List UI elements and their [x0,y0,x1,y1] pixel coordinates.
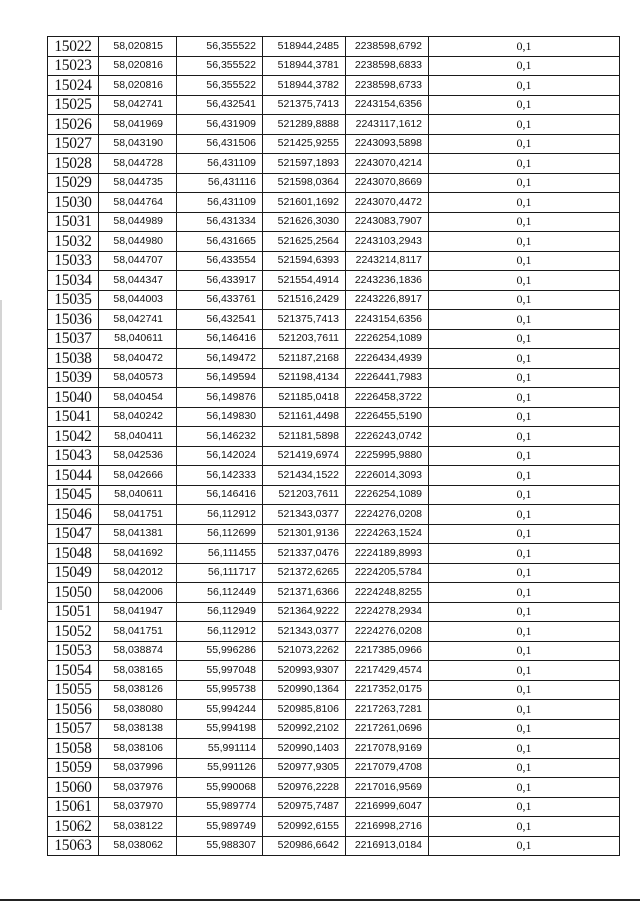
accuracy-cell: 0,1 [429,115,620,135]
point-number-cell: 15040 [48,388,99,408]
coord-x-cell: 521516,2429 [263,290,346,310]
point-number-cell: 15039 [48,368,99,388]
accuracy-cell: 0,1 [429,661,620,681]
table-row [48,427,620,447]
longitude-cell: 56,355522 [177,56,263,76]
latitude-cell: 58,042741 [99,95,177,115]
point-number-cell: 15037 [48,329,99,349]
coord-x-cell: 521203,7611 [263,485,346,505]
table-row [48,407,620,427]
accuracy-cell: 0,1 [429,446,620,466]
scan-edge-mark [0,300,2,610]
coord-x-cell: 521371,6366 [263,583,346,603]
coord-y-cell: 2217385,0966 [346,641,429,661]
coord-y-cell: 2243214,8117 [346,251,429,271]
coord-x-cell: 521597,1893 [263,154,346,174]
coord-x-cell: 520990,1364 [263,680,346,700]
point-number-cell: 15045 [48,485,99,505]
longitude-cell: 56,112949 [177,602,263,622]
table-row [48,271,620,291]
coord-y-cell: 2243154,6356 [346,95,429,115]
latitude-cell: 58,020816 [99,76,177,96]
table-row [48,544,620,564]
table-row [48,680,620,700]
coord-x-cell: 521626,3030 [263,212,346,232]
latitude-cell: 58,041751 [99,622,177,642]
point-number-cell: 15057 [48,719,99,739]
latitude-cell: 58,020816 [99,56,177,76]
accuracy-cell: 0,1 [429,602,620,622]
accuracy-cell: 0,1 [429,388,620,408]
table-row [48,232,620,252]
point-number-cell: 15033 [48,251,99,271]
coord-y-cell: 2224263,1524 [346,524,429,544]
longitude-cell: 56,149830 [177,407,263,427]
accuracy-cell: 0,1 [429,563,620,583]
table-row [48,485,620,505]
coord-x-cell: 520986,6642 [263,836,346,856]
point-number-cell: 15049 [48,563,99,583]
coord-y-cell: 2238598,6833 [346,56,429,76]
coord-x-cell: 521073,2262 [263,641,346,661]
coord-x-cell: 520976,2228 [263,778,346,798]
point-number-cell: 15061 [48,797,99,817]
accuracy-cell: 0,1 [429,232,620,252]
longitude-cell: 55,995738 [177,680,263,700]
point-number-cell: 15030 [48,193,99,213]
coord-y-cell: 2243070,8669 [346,173,429,193]
longitude-cell: 56,142333 [177,466,263,486]
coord-y-cell: 2224278,2934 [346,602,429,622]
table-row [48,349,620,369]
table-row [48,446,620,466]
latitude-cell: 58,044980 [99,232,177,252]
coord-x-cell: 521554,4914 [263,271,346,291]
latitude-cell: 58,040611 [99,329,177,349]
coord-y-cell: 2238598,6733 [346,76,429,96]
latitude-cell: 58,044764 [99,193,177,213]
longitude-cell: 56,112449 [177,583,263,603]
point-number-cell: 15036 [48,310,99,330]
coord-x-cell: 520992,6155 [263,817,346,837]
accuracy-cell: 0,1 [429,680,620,700]
longitude-cell: 56,146232 [177,427,263,447]
latitude-cell: 58,037976 [99,778,177,798]
latitude-cell: 58,041969 [99,115,177,135]
coord-y-cell: 2243154,6356 [346,310,429,330]
point-number-cell: 15053 [48,641,99,661]
coord-y-cell: 2226014,3093 [346,466,429,486]
longitude-cell: 55,996286 [177,641,263,661]
point-number-cell: 15060 [48,778,99,798]
coord-x-cell: 521161,4498 [263,407,346,427]
latitude-cell: 58,041751 [99,505,177,525]
longitude-cell: 56,112699 [177,524,263,544]
table-row [48,466,620,486]
table-row [48,251,620,271]
longitude-cell: 56,111717 [177,563,263,583]
accuracy-cell: 0,1 [429,836,620,856]
latitude-cell: 58,043190 [99,134,177,154]
point-number-cell: 15044 [48,466,99,486]
coord-x-cell: 521598,0364 [263,173,346,193]
table-row [48,739,620,759]
table-row [48,173,620,193]
coord-x-cell: 520993,9307 [263,661,346,681]
coord-y-cell: 2217261,0696 [346,719,429,739]
accuracy-cell: 0,1 [429,797,620,817]
table-row [48,154,620,174]
coord-y-cell: 2226441,7983 [346,368,429,388]
point-number-cell: 15027 [48,134,99,154]
longitude-cell: 56,433554 [177,251,263,271]
table-row [48,583,620,603]
accuracy-cell: 0,1 [429,271,620,291]
longitude-cell: 56,112912 [177,505,263,525]
point-number-cell: 15029 [48,173,99,193]
accuracy-cell: 0,1 [429,758,620,778]
latitude-cell: 58,040611 [99,485,177,505]
table-row [48,290,620,310]
point-number-cell: 15032 [48,232,99,252]
coord-y-cell: 2226254,1089 [346,329,429,349]
point-number-cell: 15050 [48,583,99,603]
point-number-cell: 15055 [48,680,99,700]
longitude-cell: 56,146416 [177,329,263,349]
point-number-cell: 15047 [48,524,99,544]
accuracy-cell: 0,1 [429,817,620,837]
longitude-cell: 56,431506 [177,134,263,154]
point-number-cell: 15041 [48,407,99,427]
coord-x-cell: 521337,0476 [263,544,346,564]
coord-y-cell: 2238598,6792 [346,37,429,57]
longitude-cell: 56,431334 [177,212,263,232]
coord-y-cell: 2243070,4214 [346,154,429,174]
table-row [48,797,620,817]
accuracy-cell: 0,1 [429,368,620,388]
latitude-cell: 58,044989 [99,212,177,232]
longitude-cell: 56,142024 [177,446,263,466]
coord-x-cell: 521343,0377 [263,622,346,642]
coord-y-cell: 2226434,4939 [346,349,429,369]
longitude-cell: 55,989749 [177,817,263,837]
point-number-cell: 15026 [48,115,99,135]
table-row [48,641,620,661]
table-row [48,310,620,330]
coord-x-cell: 521289,8888 [263,115,346,135]
latitude-cell: 58,044003 [99,290,177,310]
coord-x-cell: 521594,6393 [263,251,346,271]
coordinates-table-body [48,37,620,856]
longitude-cell: 56,355522 [177,76,263,96]
coord-x-cell: 520975,7487 [263,797,346,817]
point-number-cell: 15048 [48,544,99,564]
accuracy-cell: 0,1 [429,154,620,174]
accuracy-cell: 0,1 [429,173,620,193]
table-row [48,836,620,856]
longitude-cell: 56,355522 [177,37,263,57]
coord-x-cell: 521372,6265 [263,563,346,583]
coord-x-cell: 521419,6974 [263,446,346,466]
longitude-cell: 56,149876 [177,388,263,408]
coord-x-cell: 521181,5898 [263,427,346,447]
table-row [48,700,620,720]
longitude-cell: 56,431665 [177,232,263,252]
point-number-cell: 15022 [48,37,99,57]
table-row [48,778,620,798]
longitude-cell: 55,994198 [177,719,263,739]
accuracy-cell: 0,1 [429,329,620,349]
table-row [48,602,620,622]
point-number-cell: 15043 [48,446,99,466]
coord-y-cell: 2243103,2943 [346,232,429,252]
table-row [48,37,620,57]
point-number-cell: 15038 [48,349,99,369]
coord-x-cell: 521625,2564 [263,232,346,252]
coord-x-cell: 518944,3782 [263,76,346,96]
coord-y-cell: 2226455,5190 [346,407,429,427]
latitude-cell: 58,038165 [99,661,177,681]
latitude-cell: 58,041692 [99,544,177,564]
longitude-cell: 56,146416 [177,485,263,505]
point-number-cell: 15031 [48,212,99,232]
latitude-cell: 58,040573 [99,368,177,388]
coord-x-cell: 520977,9305 [263,758,346,778]
coord-x-cell: 520985,8106 [263,700,346,720]
longitude-cell: 55,994244 [177,700,263,720]
longitude-cell: 56,149594 [177,368,263,388]
coord-y-cell: 2224205,5784 [346,563,429,583]
accuracy-cell: 0,1 [429,193,620,213]
table-row [48,505,620,525]
longitude-cell: 55,991126 [177,758,263,778]
latitude-cell: 58,040242 [99,407,177,427]
latitude-cell: 58,038062 [99,836,177,856]
coord-y-cell: 2243093,5898 [346,134,429,154]
table-row [48,661,620,681]
longitude-cell: 56,431109 [177,154,263,174]
table-row [48,134,620,154]
table-row [48,563,620,583]
coordinates-table [47,36,620,856]
latitude-cell: 58,040411 [99,427,177,447]
longitude-cell: 56,432541 [177,310,263,330]
coord-x-cell: 521185,0418 [263,388,346,408]
accuracy-cell: 0,1 [429,349,620,369]
accuracy-cell: 0,1 [429,583,620,603]
point-number-cell: 15024 [48,76,99,96]
accuracy-cell: 0,1 [429,622,620,642]
longitude-cell: 56,432541 [177,95,263,115]
latitude-cell: 58,042666 [99,466,177,486]
accuracy-cell: 0,1 [429,719,620,739]
accuracy-cell: 0,1 [429,56,620,76]
latitude-cell: 58,041947 [99,602,177,622]
point-number-cell: 15063 [48,836,99,856]
coord-y-cell: 2225995,9880 [346,446,429,466]
longitude-cell: 56,431109 [177,193,263,213]
accuracy-cell: 0,1 [429,290,620,310]
latitude-cell: 58,044728 [99,154,177,174]
page-bottom-rule [0,896,640,905]
accuracy-cell: 0,1 [429,427,620,447]
coord-y-cell: 2224189,8993 [346,544,429,564]
latitude-cell: 58,038122 [99,817,177,837]
accuracy-cell: 0,1 [429,524,620,544]
coord-x-cell: 521425,9255 [263,134,346,154]
point-number-cell: 15054 [48,661,99,681]
latitude-cell: 58,040472 [99,349,177,369]
coord-y-cell: 2216913,0184 [346,836,429,856]
table-row [48,56,620,76]
coord-x-cell: 521203,7611 [263,329,346,349]
latitude-cell: 58,020815 [99,37,177,57]
latitude-cell: 58,038126 [99,680,177,700]
latitude-cell: 58,038138 [99,719,177,739]
latitude-cell: 58,044347 [99,271,177,291]
latitude-cell: 58,041381 [99,524,177,544]
table-row [48,719,620,739]
accuracy-cell: 0,1 [429,700,620,720]
coord-x-cell: 520992,2102 [263,719,346,739]
accuracy-cell: 0,1 [429,466,620,486]
coord-y-cell: 2224276,0208 [346,505,429,525]
longitude-cell: 56,431909 [177,115,263,135]
coord-x-cell: 521187,2168 [263,349,346,369]
point-number-cell: 15034 [48,271,99,291]
accuracy-cell: 0,1 [429,251,620,271]
coord-x-cell: 518944,3781 [263,56,346,76]
latitude-cell: 58,037970 [99,797,177,817]
coord-y-cell: 2216999,6047 [346,797,429,817]
accuracy-cell: 0,1 [429,505,620,525]
latitude-cell: 58,037996 [99,758,177,778]
point-number-cell: 15028 [48,154,99,174]
longitude-cell: 56,111455 [177,544,263,564]
table-row [48,524,620,544]
accuracy-cell: 0,1 [429,37,620,57]
latitude-cell: 58,044735 [99,173,177,193]
coord-x-cell: 521375,7413 [263,310,346,330]
coord-x-cell: 521434,1522 [263,466,346,486]
coord-y-cell: 2217352,0175 [346,680,429,700]
coord-x-cell: 521601,1692 [263,193,346,213]
table-row [48,76,620,96]
point-number-cell: 15046 [48,505,99,525]
point-number-cell: 15062 [48,817,99,837]
accuracy-cell: 0,1 [429,212,620,232]
coord-y-cell: 2217079,4708 [346,758,429,778]
longitude-cell: 56,112912 [177,622,263,642]
point-number-cell: 15025 [48,95,99,115]
accuracy-cell: 0,1 [429,778,620,798]
table-row [48,212,620,232]
latitude-cell: 58,042012 [99,563,177,583]
coord-x-cell: 521375,7413 [263,95,346,115]
point-number-cell: 15052 [48,622,99,642]
latitude-cell: 58,038106 [99,739,177,759]
point-number-cell: 15042 [48,427,99,447]
point-number-cell: 15035 [48,290,99,310]
latitude-cell: 58,040454 [99,388,177,408]
longitude-cell: 55,989774 [177,797,263,817]
latitude-cell: 58,042536 [99,446,177,466]
accuracy-cell: 0,1 [429,485,620,505]
accuracy-cell: 0,1 [429,310,620,330]
longitude-cell: 56,431116 [177,173,263,193]
coord-y-cell: 2217263,7281 [346,700,429,720]
table-row [48,817,620,837]
table-row [48,329,620,349]
table-row [48,368,620,388]
coord-x-cell: 518944,2485 [263,37,346,57]
accuracy-cell: 0,1 [429,76,620,96]
latitude-cell: 58,042741 [99,310,177,330]
coord-y-cell: 2226243,0742 [346,427,429,447]
coord-y-cell: 2217016,9569 [346,778,429,798]
longitude-cell: 55,997048 [177,661,263,681]
accuracy-cell: 0,1 [429,95,620,115]
point-number-cell: 15023 [48,56,99,76]
point-number-cell: 15051 [48,602,99,622]
point-number-cell: 15059 [48,758,99,778]
coord-y-cell: 2243226,8917 [346,290,429,310]
table-row [48,388,620,408]
latitude-cell: 58,038080 [99,700,177,720]
table-row [48,115,620,135]
coord-x-cell: 521301,9136 [263,524,346,544]
coord-y-cell: 2226254,1089 [346,485,429,505]
latitude-cell: 58,044707 [99,251,177,271]
coord-y-cell: 2243117,1612 [346,115,429,135]
coord-y-cell: 2243070,4472 [346,193,429,213]
latitude-cell: 58,038874 [99,641,177,661]
longitude-cell: 56,433761 [177,290,263,310]
accuracy-cell: 0,1 [429,544,620,564]
coord-y-cell: 2243236,1836 [346,271,429,291]
table-row [48,95,620,115]
coord-x-cell: 521198,4134 [263,368,346,388]
coord-y-cell: 2217078,9169 [346,739,429,759]
longitude-cell: 55,990068 [177,778,263,798]
coord-y-cell: 2224248,8255 [346,583,429,603]
point-number-cell: 15056 [48,700,99,720]
latitude-cell: 58,042006 [99,583,177,603]
longitude-cell: 56,433917 [177,271,263,291]
longitude-cell: 55,991114 [177,739,263,759]
table-row [48,758,620,778]
accuracy-cell: 0,1 [429,739,620,759]
accuracy-cell: 0,1 [429,641,620,661]
longitude-cell: 56,149472 [177,349,263,369]
table-row [48,622,620,642]
accuracy-cell: 0,1 [429,407,620,427]
coord-x-cell: 521343,0377 [263,505,346,525]
accuracy-cell: 0,1 [429,134,620,154]
coord-y-cell: 2226458,3722 [346,388,429,408]
coord-y-cell: 2224276,0208 [346,622,429,642]
coord-x-cell: 520990,1403 [263,739,346,759]
table-row [48,193,620,213]
coord-y-cell: 2243083,7907 [346,212,429,232]
coord-y-cell: 2216998,2716 [346,817,429,837]
coord-x-cell: 521364,9222 [263,602,346,622]
point-number-cell: 15058 [48,739,99,759]
longitude-cell: 55,988307 [177,836,263,856]
coord-y-cell: 2217429,4574 [346,661,429,681]
